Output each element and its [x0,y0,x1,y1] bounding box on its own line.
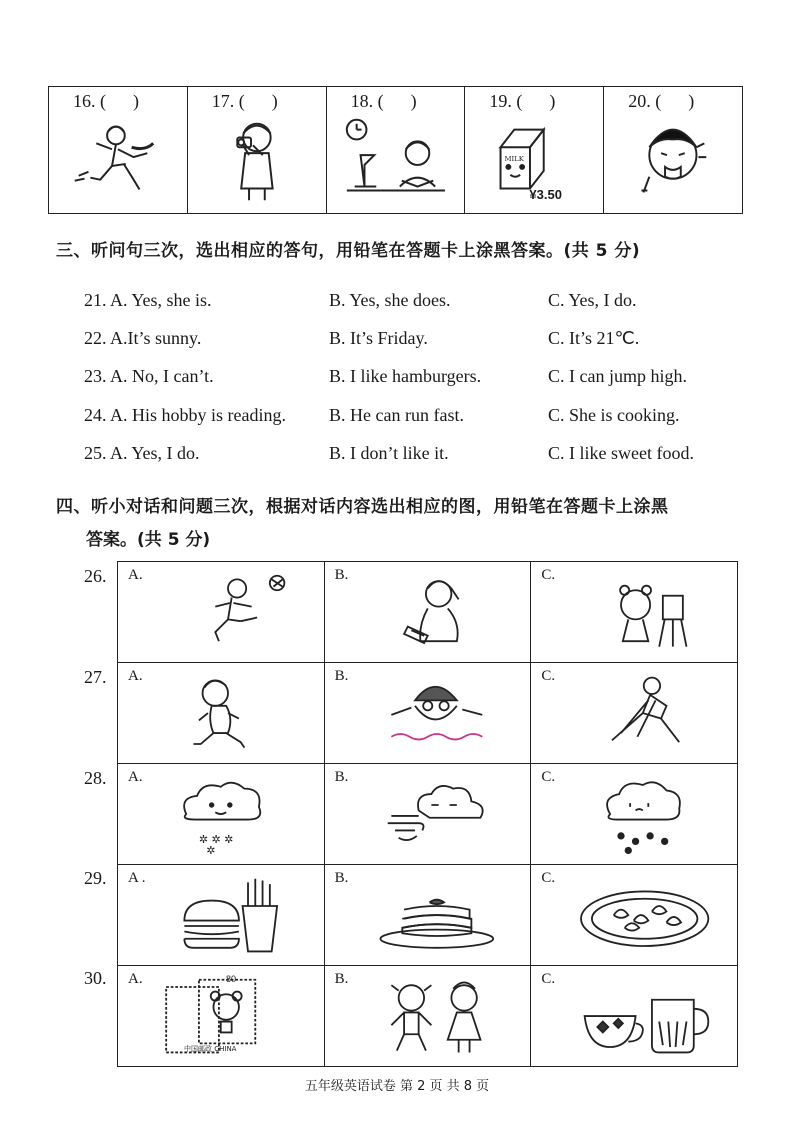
svg-text:MILK: MILK [504,155,525,164]
q29-option-a-label: A . [128,870,146,886]
q25-option-c: C. I like sweet food. [548,443,694,463]
question-25-row [84,443,734,471]
snowy-cloud-icon [148,770,312,860]
q25-option-a: 25. A. Yes, I do. [84,443,200,463]
question-28-options [118,764,738,865]
q26-option-b-label: B. [334,567,349,583]
q30-option-b-label: B. [334,971,349,987]
item-20-number: 20. ( [628,91,662,111]
dumplings-plate-icon [561,871,725,961]
q21-option-c: C. Yes, I do. [548,290,637,310]
q22-option-c: C. It’s 21℃. [548,328,640,348]
question-22-row [84,328,734,356]
q28-option-c-cell [531,764,738,865]
section-4-title-line1: 四、听小对话和问题三次，根据对话内容选出相应的图，用铅笔在答题卡上涂黑 [56,497,669,517]
q30-option-b-cell [324,966,531,1067]
q26-option-a-cell [118,562,325,663]
item-18-number: 18. ( [350,91,384,111]
q27-option-a-cell [118,663,325,764]
item-17-number: 17. ( [211,91,245,111]
q29-option-a-cell [118,865,325,966]
q27-option-b-label: B. [334,668,349,684]
boy-running-icon [148,669,312,759]
q30-option-a-cell [118,966,325,1067]
q21-option-b: B. Yes, she does. [329,290,451,310]
boy-playing-football-icon [148,568,312,658]
q27-option-c-cell [531,663,738,764]
q28-option-b-cell [324,764,531,865]
cups-icon [561,972,725,1062]
q21-option-a: 21. A. Yes, she is. [84,290,212,310]
question-24-row [84,405,734,433]
q23-option-a: 23. A. No, I can’t. [84,366,214,386]
stamp-value: 80 [226,974,237,984]
item-17-cell: 17. ( ) [187,87,326,214]
q30-option-c-cell [531,966,738,1067]
q30-option-c-label: C. [541,971,556,987]
q25-option-b: B. I don’t like it. [329,443,449,463]
q22-option-b: B. It’s Friday. [329,328,428,348]
q28-option-a-cell [118,764,325,865]
item-19-number: 19. ( [489,91,523,111]
q26-option-c-label: C. [541,567,556,583]
q26-option-a-label: A. [128,567,143,583]
q30-option-a-label: A. [128,971,143,987]
q28-option-a-label: A. [128,769,143,785]
pancakes-icon [355,871,519,961]
question-27-options [118,663,738,764]
boy-taking-photo-icon [198,117,316,207]
q24-option-a: 24. A. His hobby is reading. [84,405,286,425]
q28-option-c-label: C. [541,769,556,785]
q22-option-a: 22. A.It’s sunny. [84,328,202,348]
item-16-number: 16. ( [73,91,106,111]
q29-option-c-cell [531,865,738,966]
milk-price: ¥3.50 [529,187,562,202]
item-18-cell: 18. ( ) [326,87,465,214]
windy-cloud-icon [355,770,519,860]
q28-option-b-label: B. [334,769,349,785]
question-28-number: 28. [84,768,107,788]
dolls-icon [355,972,519,1062]
svg-text:✲: ✲ [206,844,216,858]
question-30-number: 30. [84,968,107,988]
q26-option-c-cell [531,562,738,663]
picture-row-table [48,86,743,214]
rainy-cloud-icon [561,770,725,860]
question-26-number: 26. [84,566,107,586]
section-4-title-line2: 答案。(共 5 分) [86,530,211,550]
boy-swimming-icon [355,669,519,759]
picture-choice-table [117,561,738,1067]
svg-text:✲ ✲ ✲: ✲ ✲ ✲ [198,833,234,847]
q27-option-a-label: A. [128,668,143,684]
question-27-number: 27. [84,667,107,687]
question-29-options [118,865,738,966]
girl-reading-book-icon [355,568,519,658]
item-16-cell: 16. ( ) [49,87,188,214]
q23-option-b: B. I like hamburgers. [329,366,482,386]
boy-tasting-bad-food-icon [614,117,732,207]
q23-option-c: C. I can jump high. [548,366,687,386]
question-29-number: 29. [84,868,107,888]
question-23-row [84,366,734,394]
man-stretching-icon [561,669,725,759]
item-20-cell: 20. ( ) [604,87,743,214]
section-3-title: 三、听问句三次，选出相应的答句，用铅笔在答题卡上涂黑答案。(共 5 分) [56,241,641,261]
question-26-options [118,562,738,663]
q24-option-c: C. She is cooking. [548,405,680,425]
q29-option-c-label: C. [541,870,556,886]
item-19-cell: 19. ( ) MILK ¥3.50 [465,87,604,214]
q29-option-b-cell [324,865,531,966]
question-30-options [118,966,738,1067]
q29-option-b-label: B. [334,870,349,886]
q26-option-b-cell [324,562,531,663]
stamp-text: 中国邮政 CHINA [184,1045,237,1053]
q27-option-c-label: C. [541,668,556,684]
q27-option-b-cell [324,663,531,764]
running-boy-icon [59,117,177,207]
question-21-row [84,290,734,318]
girl-painting-icon [561,568,725,658]
boy-reading-at-desk-icon [337,117,455,207]
burger-and-fries-icon [148,871,312,961]
stamps-icon [148,972,312,1062]
page-footer: 五年级英语试卷 第 2 页 共 8 页 [304,1079,490,1094]
q24-option-b: B. He can run fast. [329,405,464,425]
